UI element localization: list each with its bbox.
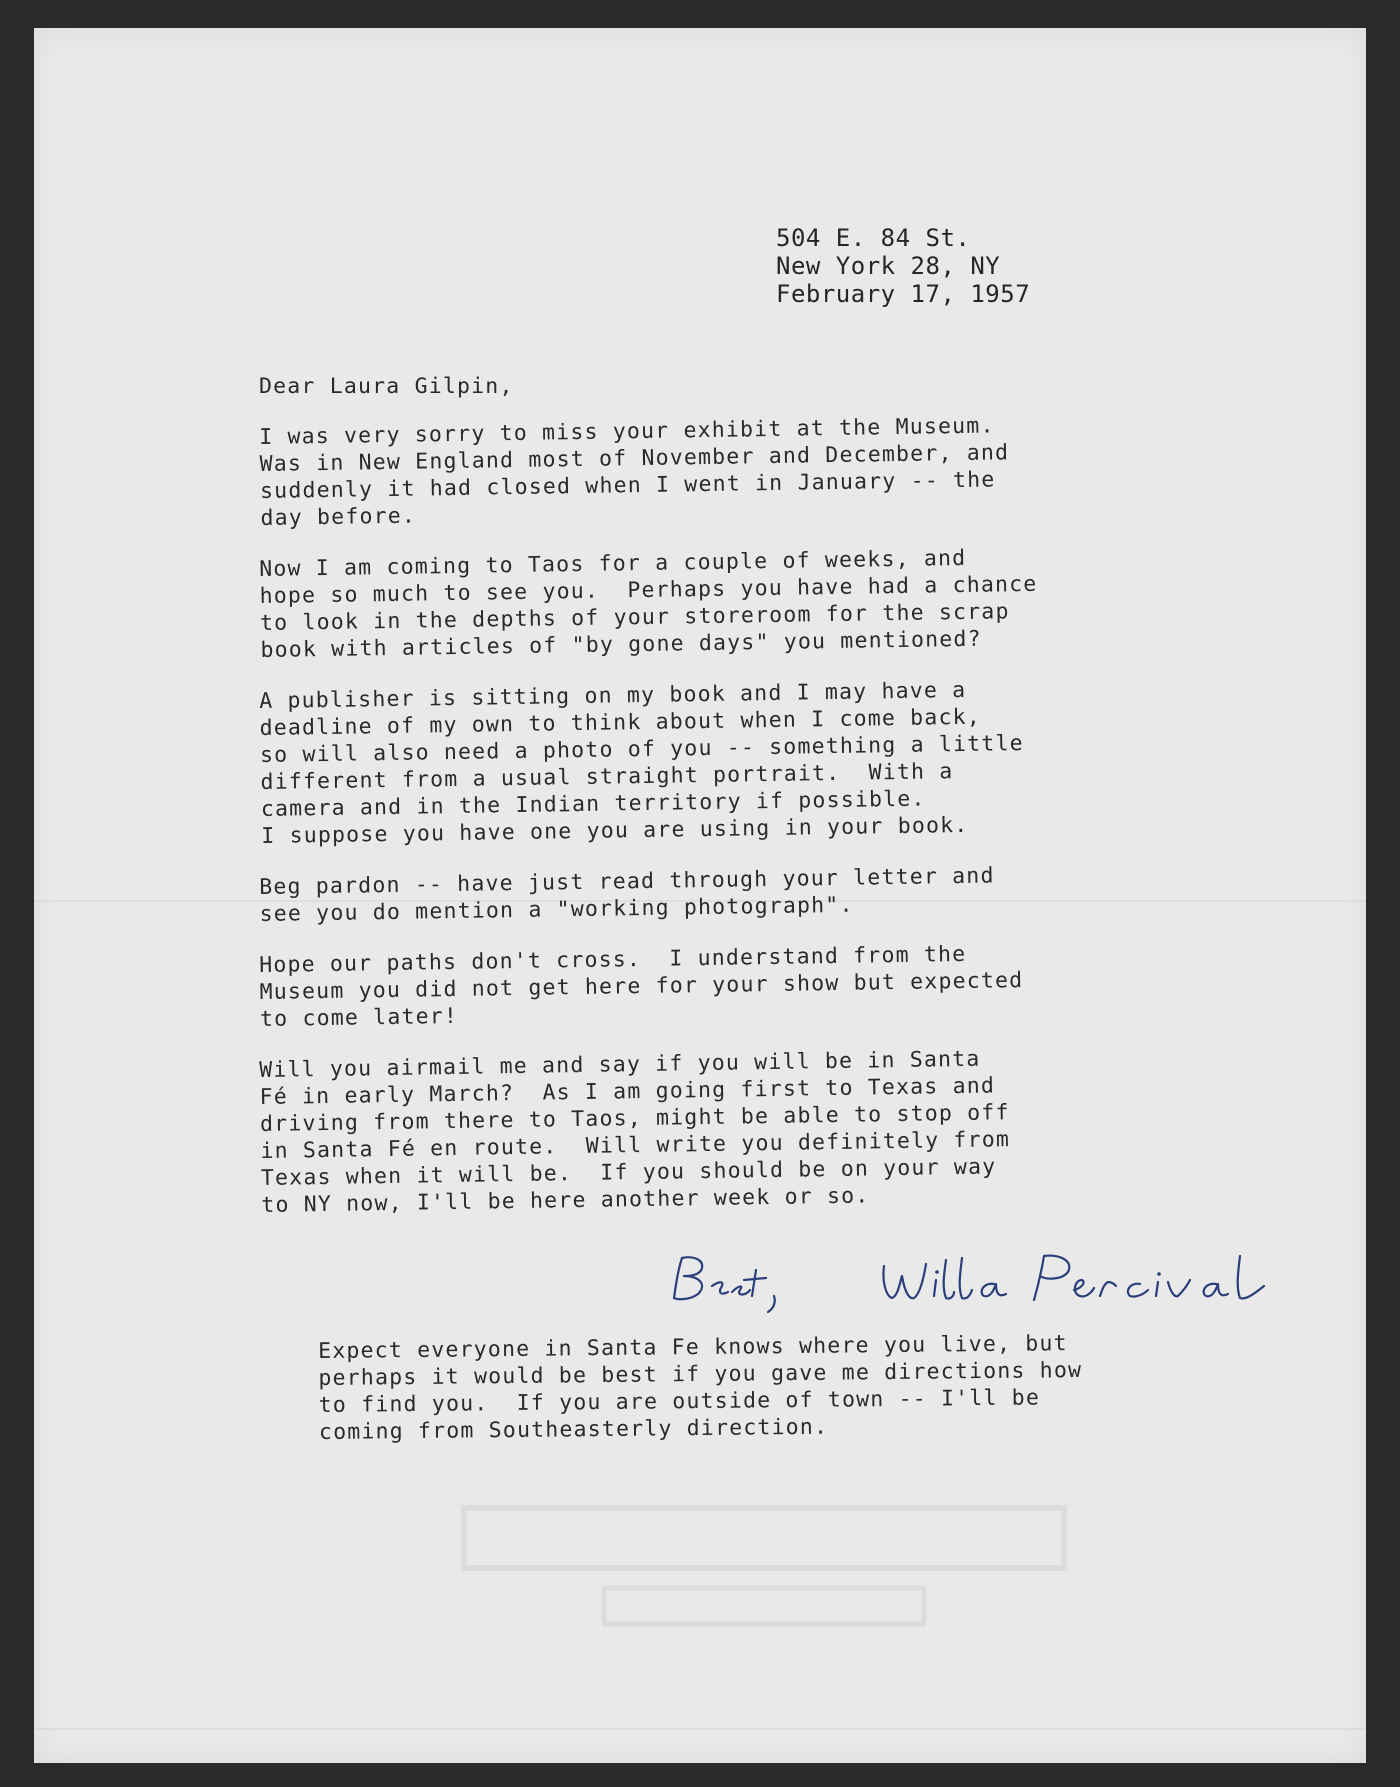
text-line: Was in New England most of November and December, and bbox=[259, 440, 1010, 477]
paragraph-3 bbox=[259, 673, 1201, 850]
text-line: Now I am coming to Taos for a couple of weeks, and bbox=[259, 545, 967, 582]
text-line: to come later! bbox=[259, 1003, 459, 1032]
text-line: suddenly it had closed when I went in January -- the bbox=[259, 467, 996, 504]
text-line: Texas when it will be. If you should be on your way bbox=[260, 1154, 997, 1191]
text-line: Museum you did not get here for your show but expected bbox=[259, 967, 1024, 1005]
letter-date: February 17, 1957 bbox=[776, 280, 1031, 308]
postscript bbox=[318, 1329, 1219, 1446]
text-line: coming from Southeasterly direction. bbox=[318, 1414, 829, 1445]
text-line: I was very sorry to miss your exhibit at the Museum. bbox=[259, 413, 995, 450]
text-line: Beg pardon -- have just read through your letter and bbox=[259, 863, 995, 900]
text-line: to look in the depths of your storeroom for the scrap bbox=[259, 599, 1010, 636]
text-line: Fé in early March? As I am going first to Texas and bbox=[259, 1073, 996, 1110]
letter-body bbox=[259, 373, 1199, 1243]
text-line: camera and in the Indian territory if possible. bbox=[260, 786, 926, 822]
paragraph-6 bbox=[259, 1042, 1201, 1219]
address-street: 504 E. 84 St. bbox=[776, 224, 971, 252]
paper-watermark bbox=[454, 1498, 1074, 1638]
paragraph-1 bbox=[259, 409, 1201, 532]
text-line: hope so much to see you. Perhaps you have had a chance bbox=[259, 571, 1038, 609]
text-line: driving from there to Taos, might be able to stop off bbox=[259, 1100, 1010, 1137]
text-line: Hope our paths don't cross. I understand from the bbox=[259, 941, 967, 978]
watermark-shape bbox=[454, 1498, 1074, 1638]
text-line: perhaps it would be best if you gave me directions how bbox=[318, 1358, 1083, 1391]
handwritten-signature bbox=[654, 1246, 1304, 1326]
text-line: I suppose you have one you are using in your book. bbox=[261, 812, 969, 849]
text-line: in Santa Fé en route. Will write you definitely from bbox=[260, 1127, 1011, 1164]
letter-page bbox=[34, 28, 1366, 1763]
text-line: day before. bbox=[260, 503, 417, 531]
fold-line bbox=[34, 1728, 1366, 1730]
text-line: book with articles of "by gone days" you mentioned? bbox=[260, 626, 982, 663]
text-line: so will also need a photo of you -- something a little bbox=[259, 730, 1024, 768]
text-line: deadline of my own to think about when I come back, bbox=[259, 704, 982, 741]
text-line: A publisher is sitting on my book and I may have a bbox=[259, 677, 967, 714]
paragraph-4 bbox=[259, 859, 1200, 928]
sender-address-block bbox=[776, 224, 1030, 308]
address-city: New York 28, NY bbox=[776, 252, 1001, 280]
signature-drawing bbox=[654, 1246, 1304, 1326]
paragraph-5 bbox=[259, 937, 1200, 1033]
text-line: to find you. If you are outside of town -- I'll be bbox=[318, 1385, 1041, 1418]
text-line: see you do mention a "working photograph". bbox=[259, 892, 854, 927]
text-line: Will you airmail me and say if you will be in Santa bbox=[259, 1046, 981, 1083]
salutation: Dear Laura Gilpin, bbox=[259, 374, 514, 399]
text-line: Expect everyone in Santa Fe knows where you live, but bbox=[318, 1331, 1068, 1364]
text-line: to NY now, I'll be here another week or so. bbox=[261, 1183, 870, 1218]
text-line: different from a usual straight portrait. With a bbox=[260, 759, 954, 795]
paragraph-2 bbox=[259, 541, 1201, 664]
